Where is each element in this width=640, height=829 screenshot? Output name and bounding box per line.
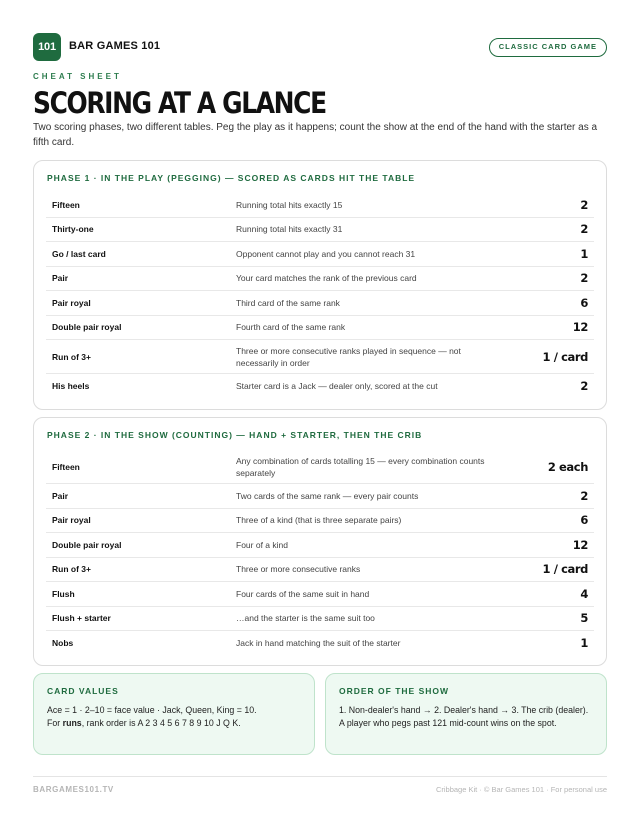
card-values-line2-prefix: For <box>47 718 63 728</box>
footer-divider <box>33 776 607 777</box>
row-points: 2 <box>580 197 588 212</box>
row-name: Pair <box>52 273 69 284</box>
order-of-show-title: ORDER OF THE SHOW <box>339 686 450 696</box>
table-row <box>46 558 594 583</box>
table-row <box>46 291 594 316</box>
row-description: Jack in hand matching the suit of the starter <box>236 638 401 649</box>
logo: 101 <box>33 33 61 61</box>
row-points: 2 <box>580 222 588 237</box>
phase2-card <box>33 417 607 666</box>
card-values-line1: Ace = 1 · 2–10 = face value · Jack, Queen, King = 10. <box>47 705 257 715</box>
order-line2: A player who pegs past 121 mid-count wins on the spot. <box>339 718 557 728</box>
phase1-table <box>46 193 594 399</box>
row-points: 12 <box>572 320 588 335</box>
table-row <box>46 607 594 632</box>
row-name: Pair royal <box>52 297 91 308</box>
row-name: Flush <box>52 588 75 599</box>
phase1-title: PHASE 1 · IN THE PLAY (PEGGING) — SCORED AS CARDS HIT THE TABLE <box>47 173 416 183</box>
phase2-table <box>46 450 594 656</box>
row-points: 6 <box>580 513 588 528</box>
order-line1: 1. Non-dealer's hand → 2. Dealer's hand → 3. The crib (dealer). <box>339 705 589 715</box>
row-name: His heels <box>52 381 90 392</box>
card-values-box <box>33 673 315 755</box>
table-row <box>46 533 594 558</box>
row-name: Double pair royal <box>52 322 122 333</box>
row-name: Run of 3+ <box>52 564 91 575</box>
row-points: 2 <box>580 379 588 394</box>
row-description: Fourth card of the same rank <box>236 322 346 333</box>
row-name: Nobs <box>52 638 74 649</box>
row-description: Running total hits exactly 15 <box>236 199 343 210</box>
table-row <box>46 316 594 341</box>
row-points: 6 <box>580 295 588 310</box>
row-description: Three of a kind (that is three separate pairs) <box>236 515 402 526</box>
row-points: 5 <box>580 611 588 626</box>
row-name: Thirty-one <box>52 224 94 235</box>
row-points: 2 <box>580 488 588 503</box>
row-description: Three or more consecutive ranks played in sequence — not necessarily in order <box>236 345 461 368</box>
row-points: 1 <box>580 246 588 261</box>
row-description: Three or more consecutive ranks <box>236 564 361 575</box>
phase1-card <box>33 160 607 410</box>
table-row <box>46 242 594 267</box>
row-description: Two cards of the same rank — every pair counts <box>236 490 419 501</box>
card-values-line2-bold: runs <box>62 718 82 728</box>
row-name: Fifteen <box>52 199 80 210</box>
table-row <box>46 631 594 656</box>
table-row <box>46 340 594 374</box>
row-name: Pair <box>52 490 69 501</box>
row-points: 1 / card <box>542 349 588 364</box>
page-title: SCORING AT A GLANCE <box>33 86 326 120</box>
table-row <box>46 582 594 607</box>
row-points: 1 <box>580 636 588 651</box>
row-description: …and the starter is the same suit too <box>236 613 375 624</box>
row-description: Third card of the same rank <box>236 297 340 308</box>
table-row <box>46 218 594 243</box>
table-row <box>46 374 594 399</box>
row-name: Flush + starter <box>52 613 111 624</box>
card-values-body <box>47 704 302 730</box>
table-row <box>46 450 594 484</box>
table-row <box>46 193 594 218</box>
table-row <box>46 509 594 534</box>
row-points: 1 / card <box>542 562 588 577</box>
category-badge: CLASSIC CARD GAME <box>489 38 607 57</box>
phase2-title: PHASE 2 · IN THE SHOW (COUNTING) — HAND + STARTER, THEN THE CRIB <box>47 430 423 440</box>
table-row <box>46 267 594 292</box>
row-description: Four cards of the same suit in hand <box>236 588 370 599</box>
row-description: Any combination of cards totalling 15 — every combination counts separately <box>236 455 485 478</box>
card-values-line2-suffix: , rank order is A 2 3 4 5 6 7 8 9 10 J Q K. <box>81 718 241 728</box>
footer-site-link[interactable]: BARGAMES101.TV <box>33 785 114 794</box>
row-name: Fifteen <box>52 461 80 472</box>
row-description: Your card matches the rank of the previous card <box>236 273 417 284</box>
eyebrow-label: CHEAT SHEET <box>33 72 122 81</box>
row-description: Four of a kind <box>236 539 288 550</box>
card-values-line2 <box>47 717 302 730</box>
row-points: 2 each <box>547 459 588 474</box>
row-name: Run of 3+ <box>52 351 91 362</box>
row-points: 4 <box>580 586 588 601</box>
order-of-show-box <box>325 673 607 755</box>
row-description: Opponent cannot play and you cannot reach 31 <box>236 248 416 259</box>
header <box>33 33 607 61</box>
row-name: Go / last card <box>52 248 106 259</box>
row-points: 12 <box>572 537 588 552</box>
footer-copyright: Cribbage Kit · © Bar Games 101 · For personal use <box>435 785 607 794</box>
row-description: Running total hits exactly 31 <box>236 224 343 235</box>
row-points: 2 <box>580 271 588 286</box>
intro-text: Two scoring phases, two different tables. Peg the play as it happens; count the show at the end of the hand with the starter as a fifth card. <box>33 122 598 148</box>
row-name: Double pair royal <box>52 539 122 550</box>
card-values-title: CARD VALUES <box>47 686 119 696</box>
table-row <box>46 484 594 509</box>
row-description: Starter card is a Jack — dealer only, scored at the cut <box>236 381 438 392</box>
order-of-show-body <box>339 704 594 730</box>
brand-name: BAR GAMES 101 <box>69 40 161 52</box>
row-name: Pair royal <box>52 515 91 526</box>
